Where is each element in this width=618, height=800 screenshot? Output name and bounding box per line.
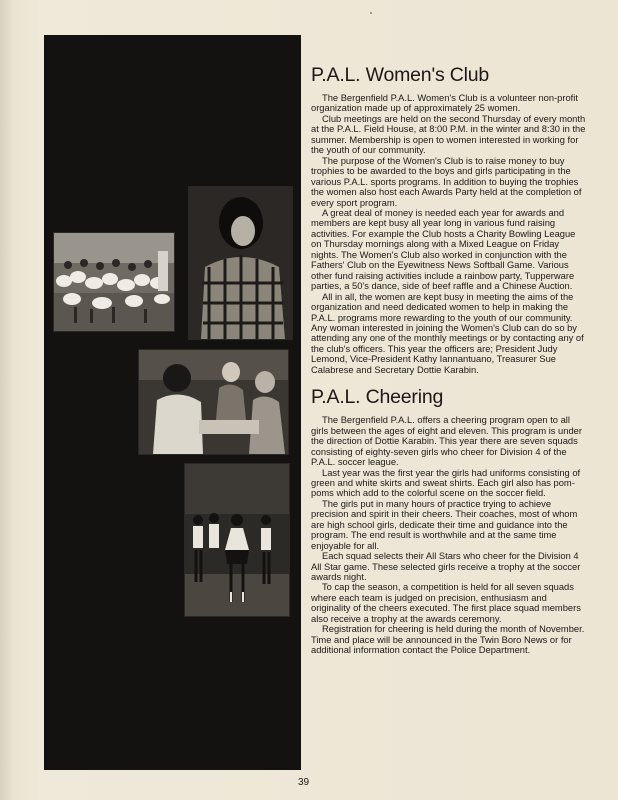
photo-cheerleaders-field xyxy=(184,463,290,617)
womens-club-paragraph: The Bergenfield P.A.L. Women's Club is a volunteer non-profit organization made up of approximately 25 women. xyxy=(311,93,578,114)
article-column xyxy=(311,62,586,656)
womens-club-paragraph: A great deal of money is needed each year for awards and members are kept busy all year long in various fund raising activities. For example the Club hosts a Charity Bowling League on Thursday mornings along with a Mixed League on Friday nights. The Women's Club also worked in conjunction with the Fathers' Club on the Eyewitness News Softball Game. Various other fund raising activities include a rainbow party, Tupperware parties, a 50's dance, side of beef raffle and a Chinese Auction. xyxy=(311,207,576,292)
photo-cheerleaders-group xyxy=(53,232,175,332)
womens-club-paragraph: All in all, the women are kept busy in meeting the aims of the organization and need dedicated women to help in making the P.A.L. programs more rewarding to the youth of our community. Any woman interested in joining the Women's Club can do so by attending any one of the monthly meetings or by contacting any of the club's officers. This year the officers are; President Judy Lemond, Vice-President Kathy Iannantuano, Treasurer Sue Calabrese and Secretary Dottie Karabin. xyxy=(311,291,584,375)
paper-speck xyxy=(370,12,372,14)
cheering-heading: P.A.L. Cheering xyxy=(311,386,444,409)
cheering-paragraph: Registration for cheering is held during the month of November. Time and place will be announced in the Twin Boro News or for additional information contact the Police Department. xyxy=(311,624,585,656)
photo-plaid-shirt-person xyxy=(188,186,293,340)
womens-club-paragraph: Club meetings are held on the second Thursday of every month at the P.A.L. Field House, at 8:00 P.M. in the winter and 8:30 in the summer. Membership is open to women interested in working for the youth of our community. xyxy=(311,113,586,156)
photo-women-meeting xyxy=(138,349,289,455)
cheering-paragraph: Each squad selects their All Stars who cheer for the Division 4 All Star game. These selected girls receive a trophy at the soccer awards night. xyxy=(311,551,581,583)
womens-club-paragraph: The purpose of the Women's Club is to raise money to buy trophies to be awarded to the boys and girls participating in the various P.A.L. sports programs. In addition to buying the trophies the women also host each Awards Party held at the completion of every sport program. xyxy=(311,155,582,208)
womens-club-heading: P.A.L. Women's Club xyxy=(311,64,490,86)
cheering-paragraph: Last year was the first year the girls had uniforms consisting of green and white skirts and sweat shirts. Each girl also has pom-poms which add to the colorful scene on the soccer field. xyxy=(311,467,581,499)
page-number: 39 xyxy=(298,777,310,788)
cheering-paragraph: To cap the season, a competition is held for all seven squads where each team is judged on precision, enthusiasm and originality of the cheers executed. The first place squad members also receive a trophy at the awards ceremony. xyxy=(311,582,581,624)
cheering-paragraph: The girls put in many hours of practice trying to achieve precision and spirit in their cheers. Their coaches, most of whom are high school girls, dedicate their time and guidance into the program. The end result is worthwhile and at the same time enjoyable for all. xyxy=(311,498,578,551)
cheering-paragraph: The Bergenfield P.A.L. offers a cheering program open to all girls between the ages of eight and eleven. This program is under the direction of Dottie Karabin. This year there are seven squads consisting of eighty-seven girls who cheer for Division 4 of the P.A.L. soccer league. xyxy=(311,415,582,468)
